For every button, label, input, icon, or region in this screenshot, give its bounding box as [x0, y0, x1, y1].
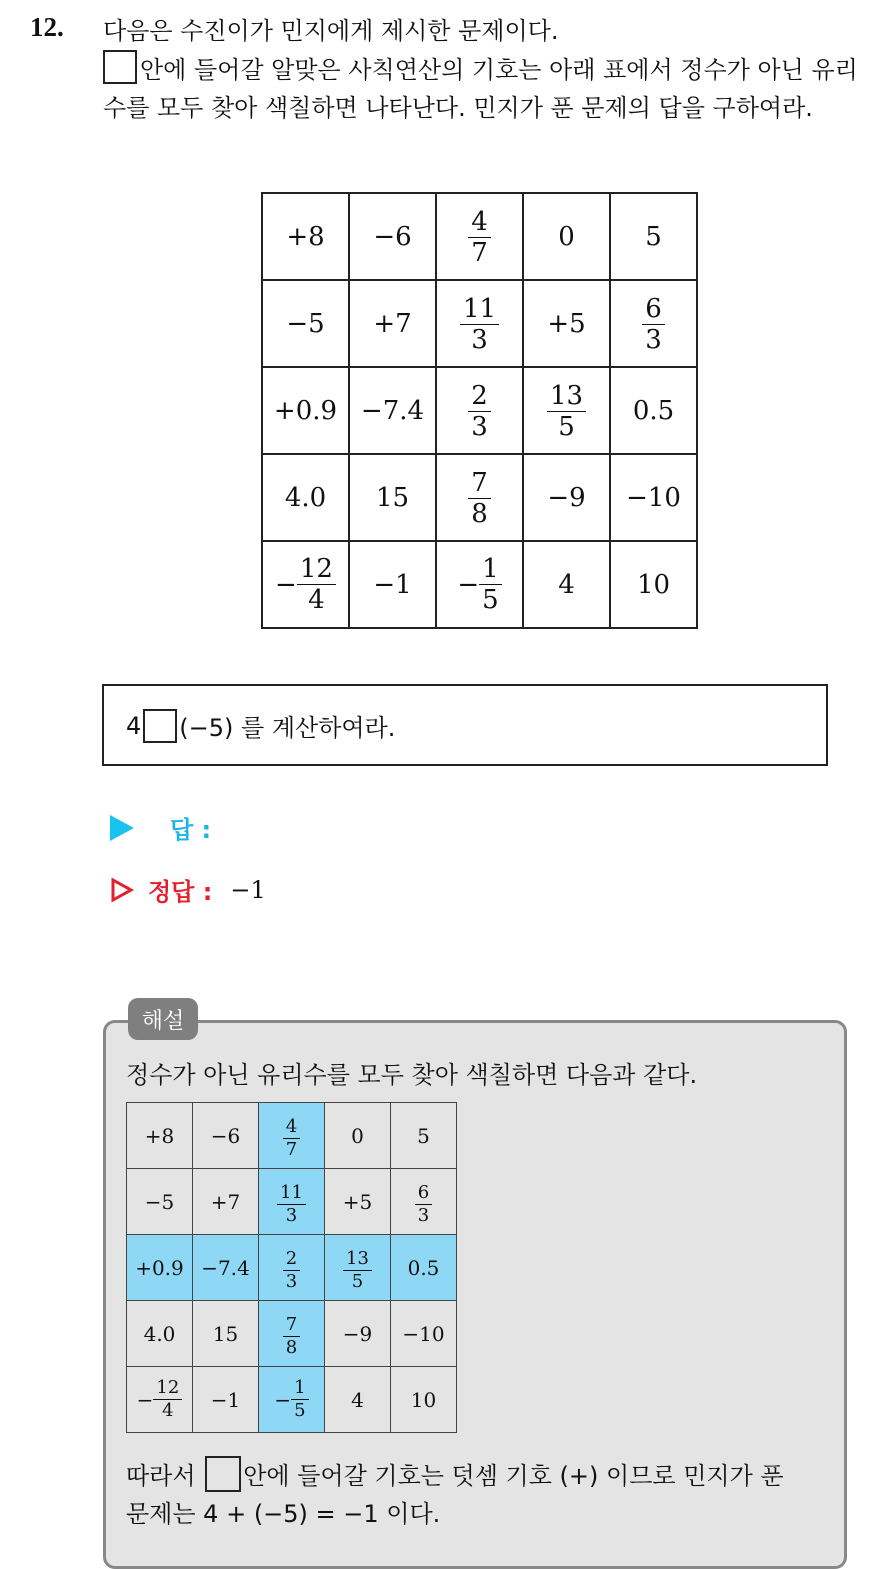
table-cell: +8 [262, 193, 349, 280]
explanation-line-3: 문제는 4 + (−5) = −1 이다. [126, 1500, 441, 1528]
table-row [262, 193, 697, 280]
table-cell: 0.5 [391, 1235, 457, 1301]
table-cell: 0 [325, 1103, 391, 1169]
fraction-denominator: 3 [645, 325, 662, 355]
question-text [103, 12, 868, 127]
table-cell [259, 1235, 325, 1301]
explanation-line-2 [126, 1456, 826, 1495]
table-cell [391, 1169, 457, 1235]
table-cell: −5 [127, 1169, 193, 1235]
table-cell [259, 1169, 325, 1235]
explanation-conclusion [126, 1456, 826, 1533]
fraction-denominator: 3 [471, 325, 488, 355]
table-cell: 0.5 [610, 367, 697, 454]
table-cell [610, 280, 697, 367]
fraction-denominator: 8 [285, 1336, 298, 1358]
fraction-denominator: 4 [162, 1400, 174, 1421]
table-cell: 4.0 [127, 1301, 193, 1367]
question-line-2 [103, 50, 868, 127]
blank-box-icon [205, 1456, 241, 1492]
fraction-sign: − [274, 1387, 292, 1412]
fraction-numerator: 11 [460, 296, 499, 325]
fraction [153, 1379, 182, 1420]
table-cell: 15 [349, 454, 436, 541]
table-row [262, 541, 697, 628]
table-cell: 10 [391, 1367, 457, 1433]
table-cell: −5 [262, 280, 349, 367]
problem-suffix: (−5) 를 계산하여라. [179, 714, 396, 742]
table-cell: 5 [391, 1103, 457, 1169]
table-cell: +7 [349, 280, 436, 367]
outline-triangle-icon [110, 877, 134, 903]
explanation-line-2-prefix: 따라서 [126, 1462, 196, 1490]
number-table [261, 192, 698, 629]
table-cell: −10 [391, 1301, 457, 1367]
answer-label: 답 : [170, 816, 212, 844]
question-line-2-text: 안에 들어갈 알맞은 사칙연산의 기호는 아래 표에서 정수가 아닌 유리수를 모두 찾아 색칠하면 나타난다. 민지가 푼 문제의 답을 구하여라. [103, 56, 858, 122]
fraction-numerator: 13 [547, 383, 586, 412]
play-triangle-icon [110, 815, 134, 841]
fraction-denominator: 7 [285, 1138, 298, 1160]
table-cell: +7 [193, 1169, 259, 1235]
fraction-numerator: 12 [153, 1379, 182, 1400]
fraction-numerator: 2 [468, 383, 491, 412]
table-cell [436, 367, 523, 454]
fraction-numerator: 2 [283, 1250, 300, 1271]
table-cell: −6 [349, 193, 436, 280]
correct-answer-value: −1 [230, 875, 266, 904]
fraction-denominator: 3 [285, 1270, 298, 1292]
table-cell [259, 1301, 325, 1367]
fraction-numerator: 4 [283, 1118, 300, 1139]
fraction-numerator: 11 [277, 1184, 306, 1205]
table-cell: +0.9 [127, 1235, 193, 1301]
table-cell [127, 1367, 193, 1433]
table-cell [436, 541, 523, 628]
fraction [297, 556, 336, 613]
table-row [262, 367, 697, 454]
table-cell: −7.4 [349, 367, 436, 454]
fraction-denominator: 3 [285, 1204, 298, 1226]
fraction-numerator: 12 [297, 556, 336, 585]
explanation-line-2-suffix: 안에 들어갈 기호는 덧셈 기호 (+) 이므로 민지가 푼 [243, 1462, 784, 1490]
table-row [127, 1235, 457, 1301]
fraction-denominator: 5 [482, 585, 499, 615]
table-cell: −9 [523, 454, 610, 541]
fraction-numerator: 7 [283, 1316, 300, 1337]
fraction [291, 1379, 308, 1420]
fraction-denominator: 8 [471, 499, 488, 529]
table-cell: 4 [523, 541, 610, 628]
correct-answer-row [110, 872, 266, 907]
table-cell: −9 [325, 1301, 391, 1367]
fraction-numerator: 6 [415, 1184, 432, 1205]
answer-row [110, 810, 211, 845]
fraction-numerator: 13 [343, 1250, 372, 1271]
table-cell: 10 [610, 541, 697, 628]
blank-box-icon [103, 50, 137, 84]
fraction-numerator: 1 [479, 556, 502, 585]
problem-expression [126, 708, 395, 743]
correct-answer-label: 정답 : [148, 878, 213, 906]
fraction [468, 383, 491, 440]
fraction-denominator: 3 [471, 412, 488, 442]
fraction-denominator: 5 [558, 412, 575, 442]
table-cell: −6 [193, 1103, 259, 1169]
fraction-sign: − [275, 569, 297, 600]
fraction [460, 296, 499, 353]
table-row [127, 1301, 457, 1367]
table-cell [436, 193, 523, 280]
table-cell: +5 [325, 1169, 391, 1235]
fraction [343, 1247, 372, 1292]
fraction [283, 1247, 300, 1292]
fraction-denominator: 3 [417, 1204, 430, 1226]
table-cell [259, 1367, 325, 1433]
blank-box-icon [143, 709, 177, 743]
table-row [127, 1103, 457, 1169]
table-cell: −7.4 [193, 1235, 259, 1301]
table-cell: +5 [523, 280, 610, 367]
fraction-denominator: 5 [351, 1270, 364, 1292]
question-line-1: 다음은 수진이가 민지에게 제시한 문제이다. [103, 17, 559, 45]
fraction-denominator: 7 [471, 238, 488, 268]
fraction [479, 556, 502, 613]
fraction-numerator: 7 [468, 470, 491, 499]
fraction [642, 296, 665, 353]
table-cell: +0.9 [262, 367, 349, 454]
question-number: 12. [30, 12, 64, 42]
table-cell: −1 [349, 541, 436, 628]
solution-table [126, 1102, 457, 1433]
fraction-numerator: 6 [642, 296, 665, 325]
table-row [127, 1169, 457, 1235]
fraction-sign: − [457, 569, 480, 600]
table-cell: 4 [325, 1367, 391, 1433]
fraction-sign: − [136, 1387, 154, 1412]
fraction [468, 209, 491, 266]
table-cell [262, 541, 349, 628]
table-cell [259, 1103, 325, 1169]
table-cell: 15 [193, 1301, 259, 1367]
fraction [468, 470, 491, 527]
explanation-line-1: 정수가 아닌 유리수를 모두 찾아 색칠하면 다음과 같다. [126, 1061, 698, 1089]
table-cell [523, 367, 610, 454]
table-cell [436, 454, 523, 541]
fraction [283, 1115, 300, 1160]
table-cell [325, 1235, 391, 1301]
fraction-numerator: 4 [468, 209, 491, 238]
table-cell: 5 [610, 193, 697, 280]
fraction [415, 1181, 432, 1226]
fraction [547, 383, 586, 440]
explanation-tag: 해설 [128, 998, 198, 1040]
fraction-denominator: 5 [294, 1400, 306, 1421]
table-row [262, 280, 697, 367]
fraction-denominator: 4 [308, 585, 325, 615]
table-cell: −10 [610, 454, 697, 541]
fraction-numerator: 1 [291, 1379, 308, 1400]
fraction [283, 1313, 300, 1358]
table-cell: 0 [523, 193, 610, 280]
table-row [262, 454, 697, 541]
problem-box [102, 684, 828, 766]
problem-prefix: 4 [126, 711, 142, 740]
fraction [277, 1181, 306, 1226]
table-cell [436, 280, 523, 367]
table-cell: 4.0 [262, 454, 349, 541]
table-cell: −1 [193, 1367, 259, 1433]
table-cell: +8 [127, 1103, 193, 1169]
table-row [127, 1367, 457, 1433]
